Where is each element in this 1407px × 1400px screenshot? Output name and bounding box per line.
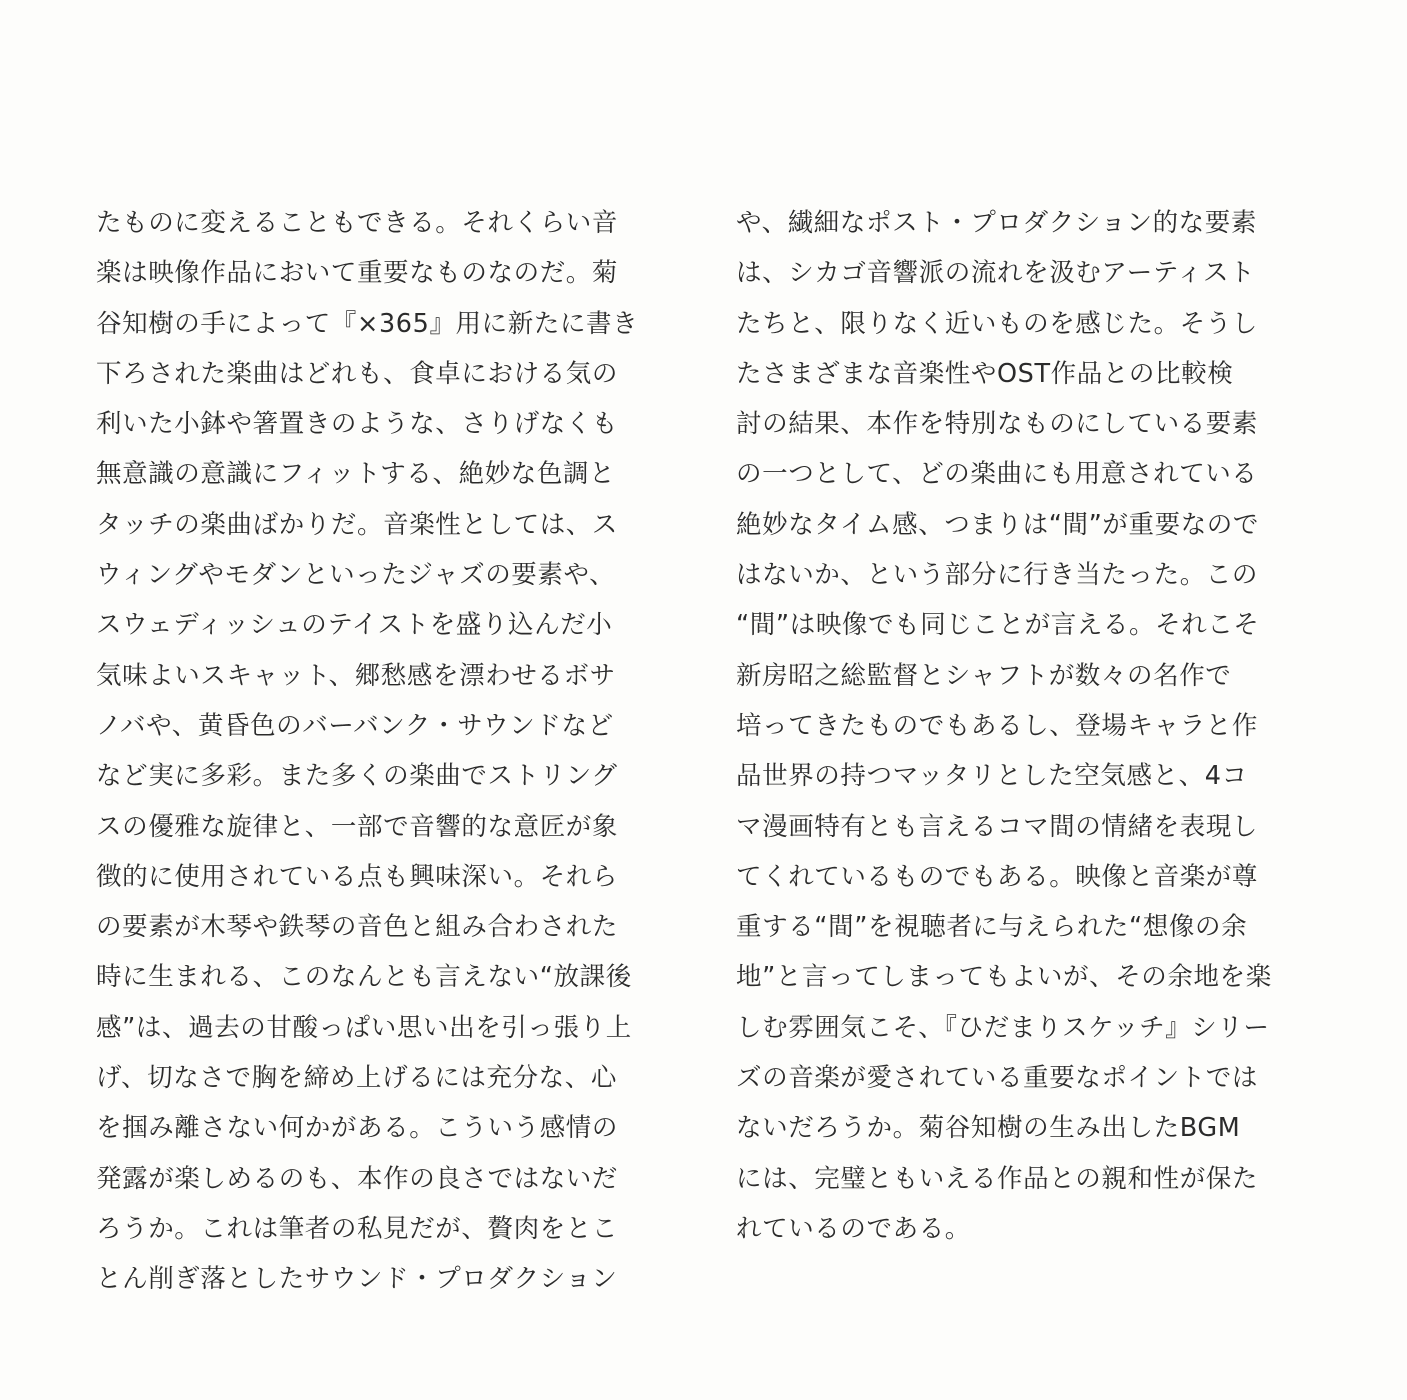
text-line: スの優雅な旋律と、一部で音響的な意匠が象 <box>96 811 619 842</box>
text-line: スウェディッシュのテイストを盛り込んだ小 <box>96 610 613 641</box>
text-line: 気味よいスキャット、郷愁感を漂わせるボサ <box>96 660 616 691</box>
text-line: 培ってきたものでもあるし、登場キャラと作 <box>736 710 1259 741</box>
text-line: ノバや、黄昏色のバーバンク・サウンドなど <box>96 710 614 741</box>
text-line: ろうか。これは筆者の私見だが、贅肉をとこ <box>96 1213 619 1244</box>
text-line: ウィングやモダンといったジャズの要素や、 <box>96 560 616 591</box>
text-line: 時に生まれる、このなんとも言えない“放課後 <box>96 962 632 993</box>
text-line: や、繊細なポスト・プロダクション的な要素 <box>736 208 1257 238</box>
text-line: れているのである。 <box>736 1213 971 1244</box>
text-line: の要素が木琴や鉄琴の音色と組み合わされた <box>96 912 619 943</box>
text-line: 徴的に使用されている点も興味深い。それら <box>96 861 619 892</box>
text-line: ないだろうか。菊谷知樹の生み出したBGM <box>736 1113 1241 1144</box>
text-line: てくれているものでもある。映像と音楽が尊 <box>736 861 1259 892</box>
text-line: 新房昭之総監督とシャフトが数々の名作で <box>736 660 1232 691</box>
text-line: たちと、限りなく近いものを感じた。そうし <box>736 308 1259 339</box>
text-line: 利いた小鉢や箸置きのような、さりげなくも <box>96 409 619 440</box>
text-line: ズの音楽が愛されている重要なポイントでは <box>736 1063 1259 1094</box>
text-line: 谷知樹の手によって『×365』用に新たに書き <box>96 308 639 339</box>
text-line: には、完璧ともいえる作品との親和性が保た <box>736 1163 1259 1194</box>
text-line: マ漫画特有とも言えるコマ間の情緒を表現し <box>736 811 1259 842</box>
text-line: は、シカゴ音響派の流れを汲むアーティスト <box>736 258 1256 289</box>
text-line: の一つとして、どの楽曲にも用意されている <box>736 459 1258 490</box>
text-line: 下ろされた楽曲はどれも、食卓における気の <box>96 358 619 389</box>
text-line: はないか、という部分に行き当たった。この <box>736 560 1259 591</box>
text-line: “間”は映像でも同じことが言える。それこそ <box>736 610 1260 641</box>
text-line: 感”は、過去の甘酸っぱい思い出を引っ張り上 <box>96 1012 632 1043</box>
text-line: とん削ぎ落としたサウンド・プロダクション <box>96 1264 618 1295</box>
text-line: げ、切なさで胸を締め上げるには充分な、心 <box>96 1063 617 1094</box>
text-line: たものに変えることもできる。それくらい音 <box>96 208 619 238</box>
text-line: 楽は映像作品において重要なものなのだ。菊 <box>96 258 619 289</box>
left-text-column <box>96 198 656 1305</box>
text-line: たさまざまな音楽性やOST作品との比較検 <box>736 358 1234 389</box>
text-line: 討の結果、本作を特別なものにしている要素 <box>736 409 1259 440</box>
text-line: 重する“間”を視聴者に与えられた“想像の余 <box>736 912 1248 943</box>
text-line: 地”と言ってしまってもよいが、その余地を楽 <box>736 962 1272 993</box>
text-line: タッチの楽曲ばかりだ。音楽性としては、ス <box>96 509 619 540</box>
text-line: しむ雰囲気こそ、『ひだまりスケッチ』シリー <box>736 1012 1270 1043</box>
text-line: 絶妙なタイム感、つまりは“間”が重要なので <box>736 509 1260 540</box>
text-line: 発露が楽しめるのも、本作の良さではないだ <box>96 1163 619 1194</box>
text-line: 品世界の持つマッタリとした空気感と、4コ <box>736 761 1248 792</box>
right-text-column <box>736 198 1296 1254</box>
text-line: など実に多彩。また多くの楽曲でストリング <box>96 761 618 792</box>
text-line: 無意識の意識にフィットする、絶妙な色調と <box>96 459 616 490</box>
text-line: を掴み離さない何かがある。こういう感情の <box>96 1113 619 1144</box>
